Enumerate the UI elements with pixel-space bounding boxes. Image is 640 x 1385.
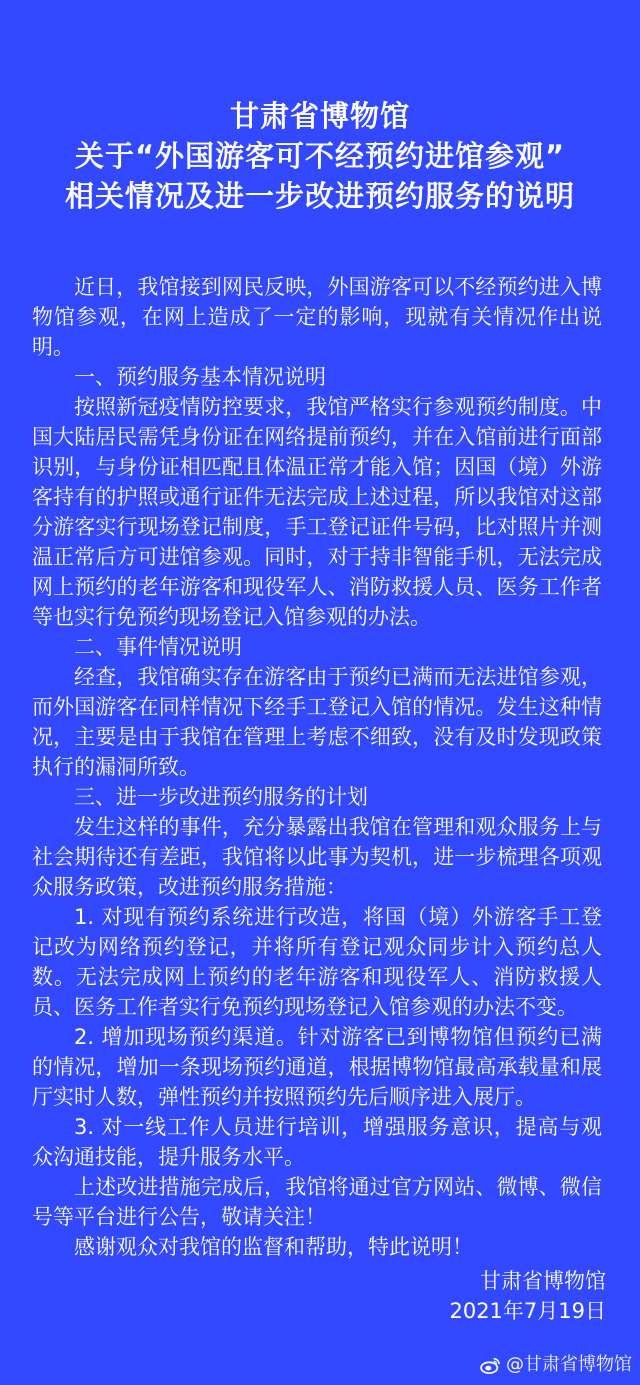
section-heading-1: 一、预约服务基本情况说明 — [74, 365, 326, 389]
paragraph-section-1: 按照新冠疫情防控要求，我馆严格实行参观预约制度。中国大陆居民需凭身份证在网络提前预约，并在入馆前进行面部识别，与身份证相匹配且体温正常才能入馆；因国（境）外游客持有的护照或通行证件无法完成上述过程，所以我馆对这部分游客实行现场登记制度，手工登记证件号码，比对照片并测温正常后方可进馆参观。同时，对于持非智能手机，无法完成网上预约的老年游客和现役军人、消防救援人员、医务工作者等也实行免预约现场登记入馆参观的办法。 — [32, 395, 602, 629]
paragraph-intro: 近日，我馆接到网民反映，外国游客可以不经预约进入博物馆参观，在网上造成了一定的影响，现就有关情况作出说明。 — [32, 275, 602, 359]
watermark-handle: @甘肃省博物馆 — [506, 1354, 632, 1375]
list-item-3: 3. 对一线工作人员进行培训，增强服务意识，提高与观众沟通技能，提升服务水平。 — [32, 1115, 602, 1169]
section-heading-3: 三、进一步改进预约服务的计划 — [74, 785, 368, 809]
paragraph-section-2: 经查，我馆确实存在游客由于预约已满而无法进馆参观，而外国游客在同样情况下经手工登记入馆的情况。发生这种情况，主要是由于我馆在管理上考虑不细致，没有及时发现政策执行的漏洞所致。 — [32, 665, 602, 779]
signature-organization: 甘肃省博物馆 — [480, 1269, 606, 1293]
paragraph-section-3: 发生这样的事件，充分暴露出我馆在管理和观众服务上与社会期待还有差距，我馆将以此事为契机，进一步梳理各项观众服务政策，改进预约服务措施： — [32, 815, 602, 899]
paragraph-thanks: 感谢观众对我馆的监督和帮助，特此说明！ — [74, 1235, 473, 1259]
signature-block — [449, 1266, 606, 1326]
document-title — [0, 96, 640, 216]
list-item-2: 2. 增加现场预约渠道。针对游客已到博物馆但预约已满的情况，增加一条现场预约通道，根据博物馆最高承载量和展厅实时人数，弹性预约并按照预约先后顺序进入展厅。 — [32, 1025, 602, 1109]
weibo-icon — [480, 1356, 502, 1374]
title-line-description: 相关情况及进一步改进预约服务的说明 — [64, 179, 575, 213]
title-line-subject: 关于“外国游客可不经预约进馆参观” — [74, 139, 566, 173]
title-line-organization: 甘肃省博物馆 — [229, 99, 410, 133]
paragraph-announcement: 上述改进措施完成后，我馆将通过官方网站、微博、微信号等平台进行公告，敬请关注！ — [32, 1175, 602, 1229]
list-item-1: 1. 对现有预约系统进行改造，将国（境）外游客手工登记改为网络预约登记，并将所有登记观众同步计入预约总人数。无法完成网上预约的老年游客和现役军人、消防救援人员、医务工作者实行免预约现场登记入馆参观的办法不变。 — [32, 905, 602, 1019]
document-body — [32, 272, 602, 1262]
section-heading-2: 二、事件情况说明 — [74, 635, 242, 659]
weibo-watermark — [480, 1354, 632, 1376]
signature-date: 2021年7月19日 — [449, 1299, 606, 1323]
